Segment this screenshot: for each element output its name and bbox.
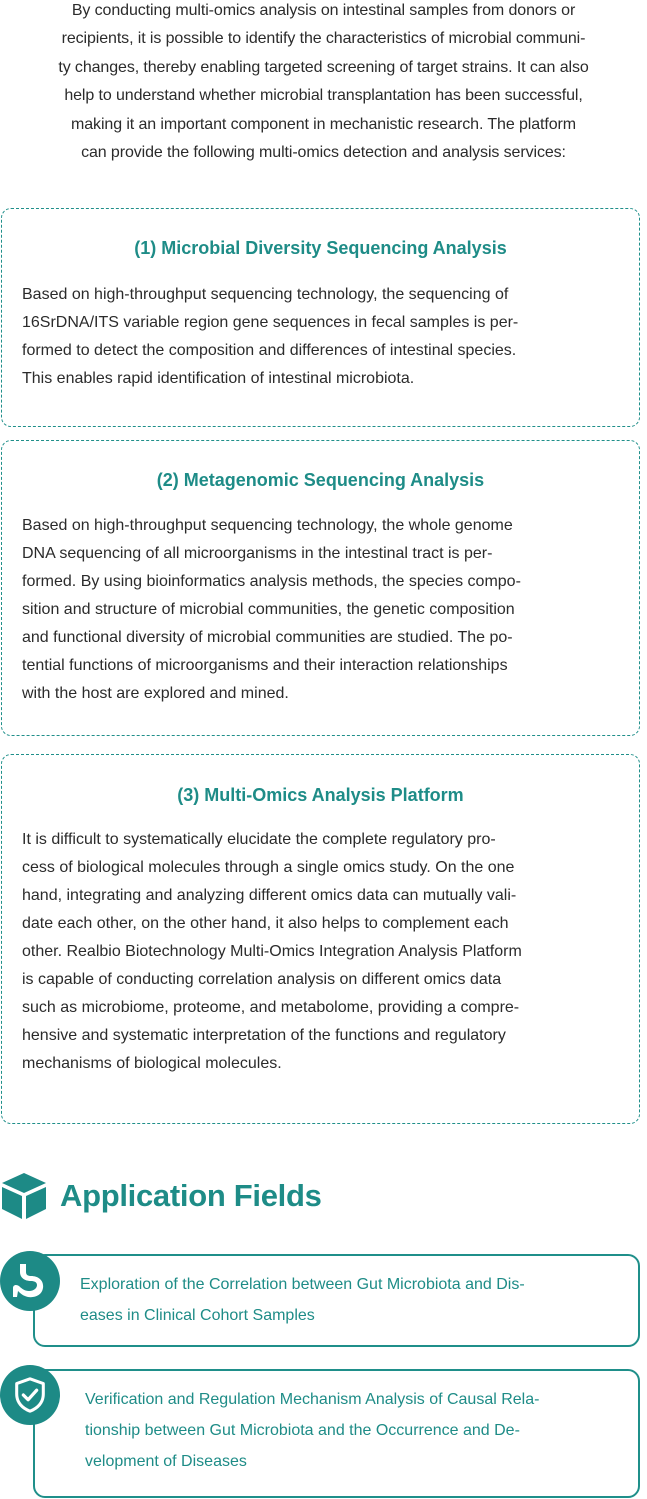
service-card-line: This enables rapid identification of intestinal microbiota. — [22, 370, 415, 387]
intro-paragraph — [0, 0, 647, 167]
intro-line: ty changes, thereby enabling targeted screening of target strains. It can also — [58, 58, 589, 76]
stomach-icon — [10, 1261, 50, 1301]
application-item — [33, 1369, 640, 1498]
service-card-line: with the host are explored and mined. — [22, 685, 289, 702]
intro-line: can provide the following multi-omics detection and analysis services: — [81, 144, 566, 162]
service-card-title: (3) Multi-Omics Analysis Platform — [177, 785, 464, 805]
service-card-line: other. Realbio Biotechnology Multi-Omics Integration Analysis Platform — [22, 943, 522, 960]
service-card-line: hand, integrating and analyzing different omics data can mutually vali- — [22, 887, 517, 904]
service-card-body — [22, 512, 621, 708]
intro-line: help to understand whether microbial transplantation has been successful, — [64, 87, 583, 105]
intro-line: By conducting multi-omics analysis on intestinal samples from donors or — [71, 2, 576, 19]
service-card-line: DNA sequencing of all microorganisms in the intestinal tract is per- — [22, 545, 493, 562]
application-item-text — [85, 1384, 612, 1477]
intro-line: making it an important component in mechanistic research. The platform — [71, 115, 576, 133]
application-item-line: Verification and Regulation Mechanism Analysis of Causal Rela- — [85, 1391, 540, 1408]
service-card-line: and functional diversity of microbial communities are studied. The po- — [22, 629, 513, 646]
section-title: Application Fields — [60, 1178, 322, 1213]
application-item-badge — [0, 1365, 60, 1425]
service-card-metagenomic — [1, 440, 640, 736]
application-item-line: velopment of Diseases — [85, 1453, 247, 1470]
service-card-line: hensive and systematic interpretation of the functions and regulatory — [22, 1027, 506, 1044]
application-item-line: eases in Clinical Cohort Samples — [80, 1307, 315, 1324]
service-card-line: date each other, on the other hand, it also helps to complement each — [22, 915, 509, 932]
service-card-body — [22, 826, 621, 1078]
service-card-multi-omics — [1, 754, 640, 1124]
shield-check-icon — [11, 1376, 49, 1414]
service-card-title: (1) Microbial Diversity Sequencing Analysis — [134, 238, 507, 258]
service-card-microbial-diversity — [1, 208, 640, 427]
package-cube-icon — [0, 1171, 48, 1221]
service-card-line: sition and structure of microbial communities, the genetic composition — [22, 601, 515, 618]
service-card-line: formed to detect the composition and differences of intestinal species. — [22, 342, 517, 359]
service-card-line: Based on high-throughput sequencing technology, the sequencing of — [22, 286, 509, 303]
service-card-line: such as microbiome, proteome, and metabolome, providing a compre- — [22, 999, 520, 1016]
service-card-line: mechanisms of biological molecules. — [22, 1055, 282, 1072]
application-item — [33, 1254, 640, 1347]
service-card-line: cess of biological molecules through a single omics study. On the one — [22, 859, 515, 876]
service-card-line: 16SrDNA/ITS variable region gene sequences in fecal samples is per- — [22, 314, 519, 331]
service-card-line: formed. By using bioinformatics analysis methods, the species compo- — [22, 573, 521, 590]
service-card-line: Based on high-throughput sequencing technology, the whole genome — [22, 517, 513, 534]
application-item-badge — [0, 1251, 60, 1311]
service-card-line: It is difficult to systematically elucidate the complete regulatory pro- — [22, 831, 496, 848]
intro-line: recipients, it is possible to identify the characteristics of microbial communi- — [61, 30, 586, 48]
application-fields-heading — [0, 1170, 322, 1222]
application-item-line: tionship between Gut Microbiota and the Occurrence and De- — [85, 1422, 520, 1439]
application-item-text — [80, 1269, 610, 1331]
service-card-body — [22, 281, 621, 393]
service-card-title: (2) Metagenomic Sequencing Analysis — [156, 470, 485, 490]
service-card-line: tential functions of microorganisms and their interaction relationships — [22, 657, 508, 674]
service-card-line: is capable of conducting correlation analysis on different omics data — [22, 971, 502, 988]
application-item-line: Exploration of the Correlation between Gut Microbiota and Dis- — [80, 1276, 525, 1293]
